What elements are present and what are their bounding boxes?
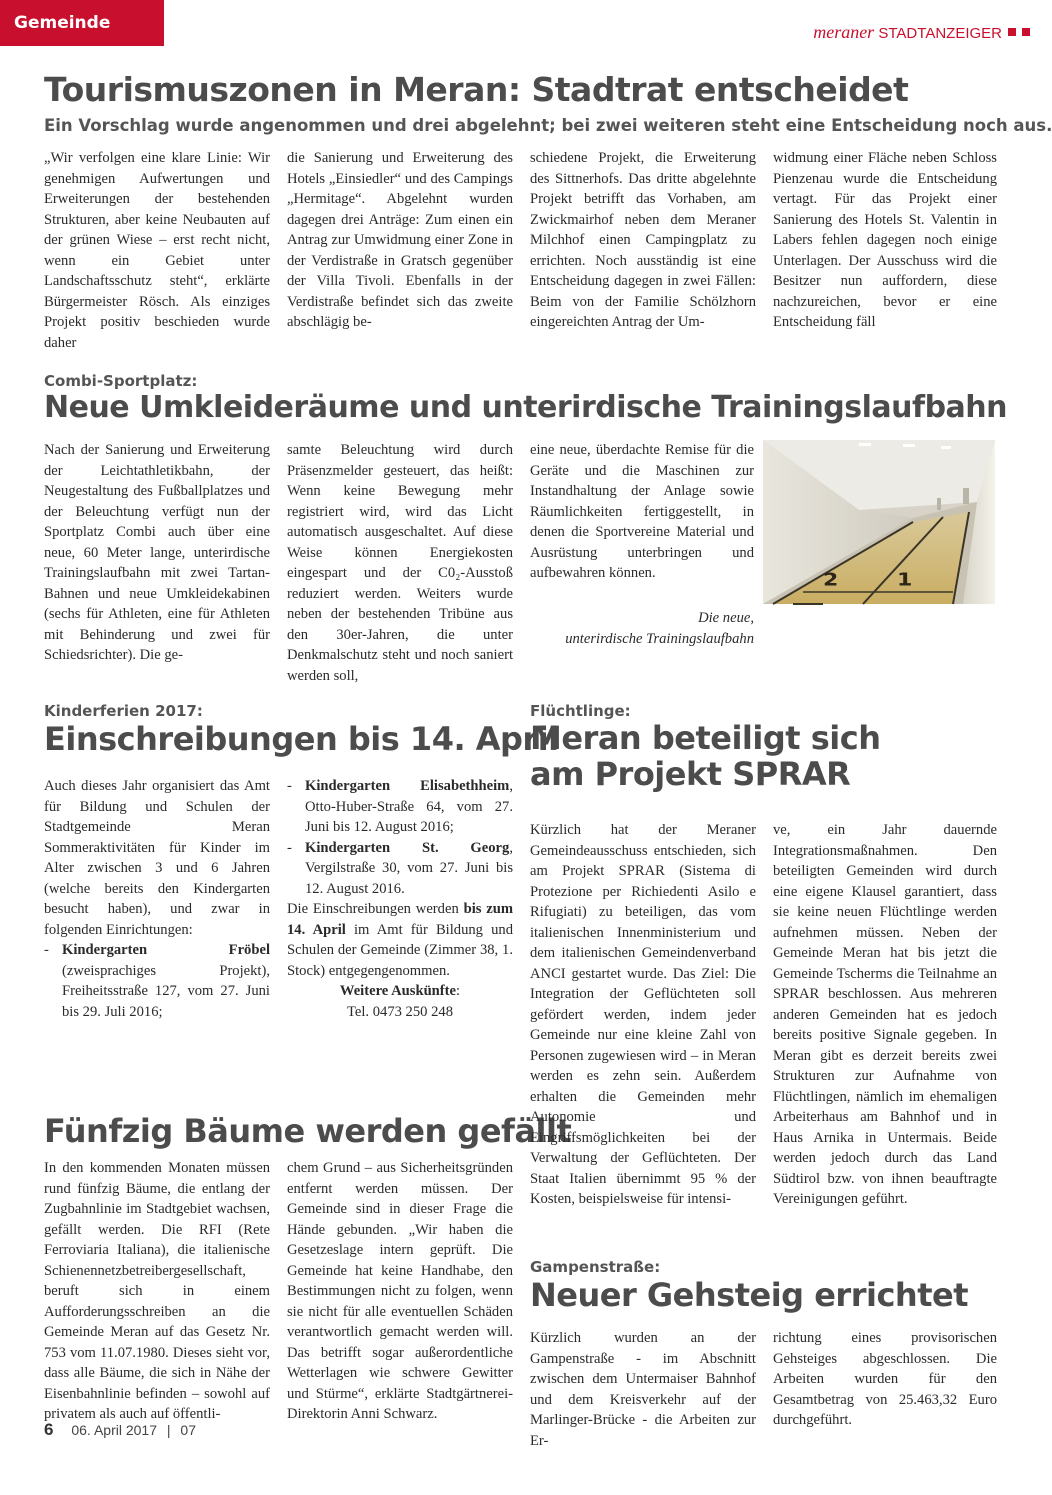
issue-date: 06. April 2017 — [71, 1422, 157, 1438]
article3-column: Auch dieses Jahr organisiert das Amt für Bildung und Schulen der Stadtgemeinde Meran Sommeraktivitäten für Kinder im Alter zwischen 3 und 6 Jahren (welche bereits den Kindergarten besucht haben), und zwar in folgenden Einrichtungen: - Kindergarten Fröbel (zweisprachiges Projekt), Freiheitsstraße 127, vom 27. Juni bis 29. Juli 2016; — [44, 776, 270, 1076]
footer-separator: | — [166, 1422, 171, 1438]
lane-2-label: 2 — [823, 569, 839, 591]
article6-column: Kürzlich wurden an der Gampenstraße - im Abschnitt zwischen dem Untermaiser Bahnhof und dem Kreisverkehr auf der Marlinger-Brücke - die Arbeiten zur Er- — [530, 1330, 756, 1449]
article4-column: chem Grund – aus Sicherheitsgründen entfernt werden müssen. Der Gemeinde sind in dieser Frage die Hände gebunden. „Wir haben die Gesetzeslage intern geprüft. Die Gemeinde hat keine Handhabe, den Bestimmungen nicht zu folgen, wenn sie nicht für alle eventuellen Schäden verantwortlich gemacht werden will. Das betrifft sogar außerordentliche Wetterlagen wie schwere Gewitter und Stürme“, erklärte Stadtgärtnerei-Direktorin Anni Schwarz. — [287, 1160, 513, 1422]
article3-kicker: Kinderferien 2017: — [44, 702, 203, 720]
training-track-photo — [763, 440, 995, 604]
article1-column: „Wir verfolgen eine klare Linie: Wir genehmigen Aufwertungen und Erweiterungen der bestehenden Strukturen, aber keine Neubauten auf der grünen Wiese – erst recht nicht, wenn ein Gebiet unter Landschaftsschutz steht“, erklärte Bürgermeister Rösch. Als einziges Projekt positiv beschieden wurde daher — [44, 150, 270, 351]
article3-title: Einschreibungen bis 14. April — [44, 720, 559, 758]
article6-kicker: Gampenstraße: — [530, 1258, 661, 1276]
article1-column: widmung einer Fläche neben Schloss Pienzenau wurde die Entscheidung vertagt. Für das Projekt einer Sanierung des Hotels St. Valentin in Labers fehlen dagegen noch einige Unterlagen. Der Ausschuss wird die Besitzer nun auffordern, diese nachzureichen, bevor er eine Entscheidung fäll — [773, 150, 997, 330]
article2-title: Neue Umkleideräume und unterirdische Trainingslaufbahn — [44, 390, 1007, 425]
article5-kicker: Flüchtlinge: — [530, 702, 631, 720]
issue-number: 07 — [180, 1422, 196, 1438]
article2-column: samte Beleuchtung wird durch Präsenzmelder gesteuert, das heißt: Wenn keine Bewegung mehr registriert wird, wird das Licht automatisch ausgeschaltet. Auf diese Weise können Energiekosten eingespart und der C0₂-Ausstoß reduziert werden. Weiters wurde neben der bestehenden Tribüne aus den 30er-Jahren, die unter Denkmalschutz steht und noch saniert werden soll, — [287, 442, 513, 684]
article6-title: Neuer Gehsteig errichtet — [530, 1276, 968, 1314]
list-item: - Kindergarten St. Georg, Vergilstraße 30, vom 27. Juni bis 12. August 2016. — [287, 838, 513, 900]
article4-column: In den kommenden Monaten müssen rund fünfzig Bäume, die entlang der Zugbahnlinie im Stadtgebiet wachsen, gefällt werden. Die RFI (Rete Ferroviaria Italiana), die italienische Schienennetzbetreibergesellschaft, beruft sich in einem Aufforderungsschreiben an die Gemeinde Meran auf das Gesetz Nr. 753 vom 11.07.1980. Dieses sieht vor, dass alle Bäume, die sich in Nähe der Eisenbahnlinie befinden – sowohl auf privatem als auch auf öffentli- — [44, 1160, 270, 1422]
article5-title: Meran beteiligt sich am Projekt SPRAR — [530, 719, 881, 793]
page-footer — [44, 1420, 196, 1440]
article1-column: die Sanierung und Erweiterung des Hotels „Einsiedler“ und des Campings „Hermitage“. Abgelehnt wurden dagegen drei Anträge: Zum einen ein Antrag zur Umwidmung einer Zone in der Verdistraße in Gratsch gegenüber der Villa Tivoli. Ebenfalls in der Verdistraße befindet sich das zweite abschlägig be- — [287, 150, 513, 330]
page-number: 6 — [44, 1420, 54, 1439]
article1-column: schiedene Projekt, die Erweiterung des Sittnerhofs. Das dritte abgelehnte Projekt betrifft das Vorhaben, am Zwickmairhof neben dem Meraner Milchhof einen Campingplatz zu errichten. Noch ausständig ist eine Entscheidung dagegen in zwei Fällen: Beim von der Familie Schölzhorn eingereichten Antrag der Um- — [530, 150, 756, 330]
list-item: - Kindergarten Fröbel (zweisprachiges Projekt), Freiheitsstraße 127, vom 27. Juni bis 29. Juli 2016; — [44, 940, 270, 1022]
masthead-title: STADTANZEIGER — [878, 25, 1002, 42]
article2-column: eine neue, überdachte Remise für die Geräte und die Maschinen zur Instandhaltung der Anlage sowie Räumlichkeiten fertiggestellt, in denen die Sportvereine Material und Ausrüstung unterbringen und aufbewahren können. — [530, 442, 754, 581]
article3-column: - Kindergarten Elisabethheim, Otto-Huber-Straße 64, vom 27. Juni bis 12. August 2016; - Kindergarten St. Georg, Vergilstraße 30, vom 27. Juni bis 12. August 2016. Die Einschreibungen werden bis zum 14. April im Amt für Bildung und Schulen der Gemeinde (Zimmer 38, 1. Stock) entgegengenommen. Weitere Auskünfte: Tel. 0473 250 248 — [287, 776, 513, 1076]
info-phone: Tel. 0473 250 248 — [347, 1003, 453, 1020]
article1-title: Tourismuszonen in Meran: Stadtrat entscheidet — [44, 70, 909, 109]
photo-caption: Die neue, unterirdische Trainingslaufbahn — [565, 610, 754, 647]
article6-column: richtung eines provisorischen Gehsteiges abgeschlossen. Die Arbeiten wurden für den Gesamtbetrag von 25.463,32 Euro durchgeführt. — [773, 1330, 997, 1428]
article1-subtitle: Ein Vorschlag wurde angenommen und drei abgelehnt; bei zwei weiteren steht eine Entscheidung noch aus. — [44, 116, 1052, 135]
article2-column: Nach der Sanierung und Erweiterung der Leichtathletikbahn, der Neugestaltung des Fußballplatzes und der Beleuchtung verfügt nun der Sportplatz Combi auch über eine neue, 60 Meter lange, unterirdische Trainingslaufbahn mit zwei Tartan-Bahnen und neue Umkleidekabinen (sechs für Athleten, eine für Athleten mit Behinderung und zwei für Schiedsrichter). Die ge- — [44, 442, 270, 663]
list-item: - Kindergarten Elisabethheim, Otto-Huber-Straße 64, vom 27. Juni bis 12. August 2016; — [287, 776, 513, 838]
masthead-squares-icon — [1008, 28, 1034, 36]
masthead — [813, 22, 1002, 43]
masthead-brand: meraner — [813, 22, 875, 42]
article5-column: Kürzlich hat der Meraner Gemeindeausschuss entschieden, sich am Projekt SPRAR (Sistema di Protezione per Richiedenti Asilo e Rifugiati) zu beteiligen, das vom italienischen Innenministerium und dem italienischen Gemeindenverband ANCI gestartet wurde. Das Ziel: Die Integration der Geflüchteten soll gefördert werden, indem jeder Gemeinde nur eine kleine Zahl von Personen zugewiesen wird – in Meran werden es zehn sein. Außerdem erhalten die Gemeinden mehr Autonomie und Eingriffsmöglichkeiten bei der Verwaltung der Geflüchteten. Der Staat Italien übernimmt 95 % der Kosten, beispielsweise für intensi- — [530, 822, 756, 1207]
lane-1-label: 1 — [897, 569, 913, 591]
article4-title: Fünfzig Bäume werden gefällt — [44, 1112, 572, 1150]
section-tag: Gemeinde — [0, 0, 164, 46]
article5-column: ve, ein Jahr dauernde Integrationsmaßnahmen. Den beteiligten Gemeinden wird durch eine eigene Klausel garantiert, dass sie keine neuen Flüchtlinge werden aufnehmen müssen. Neben der Gemeinde Meran hat bis jetzt die Gemeinde Tscherms die Teilnahme an SPRAR beschlossen. Aus mehreren anderen Gemeinden hat es jedoch bereits positive Signale gegeben. In Meran gibt es derzeit bereits zwei Strukturen zur Aufnahme von Flüchtlingen, nämlich im ehemaligen Arbeiterhaus am Bahnhof und in Haus Arnika in Untermais. Beide werden jedoch durch das Land Südtirol bzw. von ihnen beauftragte Vereinigungen geführt. — [773, 822, 997, 1207]
article2-kicker: Combi-Sportplatz: — [44, 372, 198, 390]
